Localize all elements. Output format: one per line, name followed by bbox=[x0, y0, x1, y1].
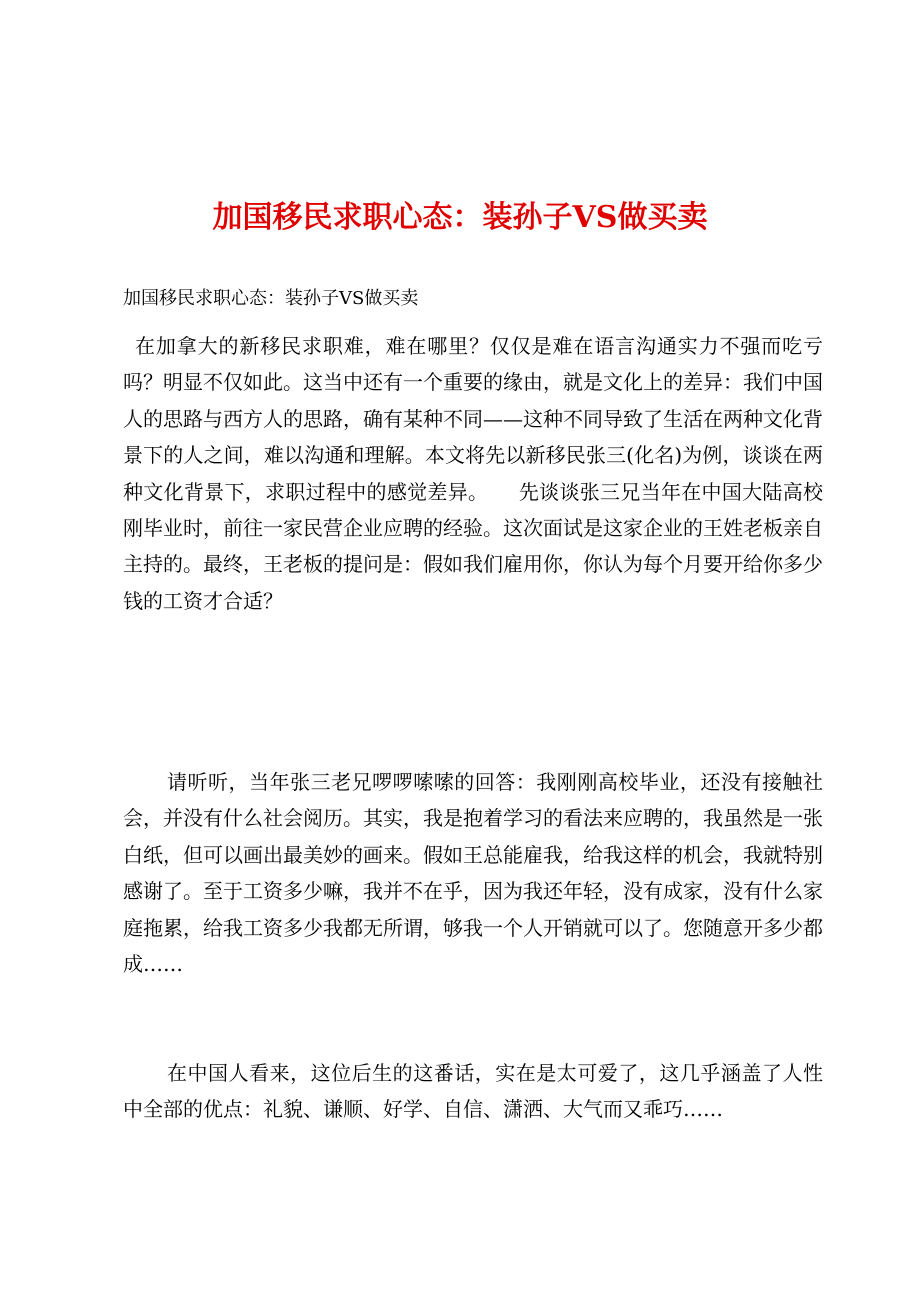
document-subtitle: 加国移民求职心态：装孙子VS做买卖 bbox=[123, 288, 419, 309]
paragraph-3: 在中国人看来，这位后生的这番话，实在是太可爱了，这几乎涵盖了人性中全部的优点：礼貌、谦顺、好学、自信、潇洒、大气而又乖巧…… bbox=[123, 1061, 823, 1122]
document-title: 加国移民求职心态：装孙子VS做买卖 bbox=[212, 200, 708, 235]
paragraph-1: 在加拿大的新移民求职难，难在哪里？仅仅是难在语言沟通实力不强而吃亏吗？明显不仅如此。这当中还有一个重要的缘由，就是文化上的差异：我们中国人的思路与西方人的思路，确有某种不同——这种不同导致了生活在两种文化背景下的人之间，难以沟通和理解。本文将先以新移民张三(化名)为例，谈谈在两种文化背景下，求职过程中的感觉差异。 先谈谈张三兄当年在中国大陆高校刚毕业时，前往一家民营企业应聘的经验。这次面试是这家企业的王姓老板亲自主持的。最终，王老板的提问是：假如我们雇用你，你认为每个月要开给你多少钱的工资才合适？ bbox=[123, 334, 823, 613]
paragraph-2: 请听听，当年张三老兄啰啰嗦嗦的回答：我刚刚高校毕业，还没有接触社会，并没有什么社会阅历。其实，我是抱着学习的看法来应聘的，我虽然是一张白纸，但可以画出最美妙的画来。假如王总能雇我，给我这样的机会，我就特别感谢了。至于工资多少嘛，我并不在乎，因为我还年轻，没有成家，没有什么家庭拖累，给我工资多少我都无所谓，够我一个人开销就可以了。您随意开多少都成…… bbox=[123, 770, 823, 977]
